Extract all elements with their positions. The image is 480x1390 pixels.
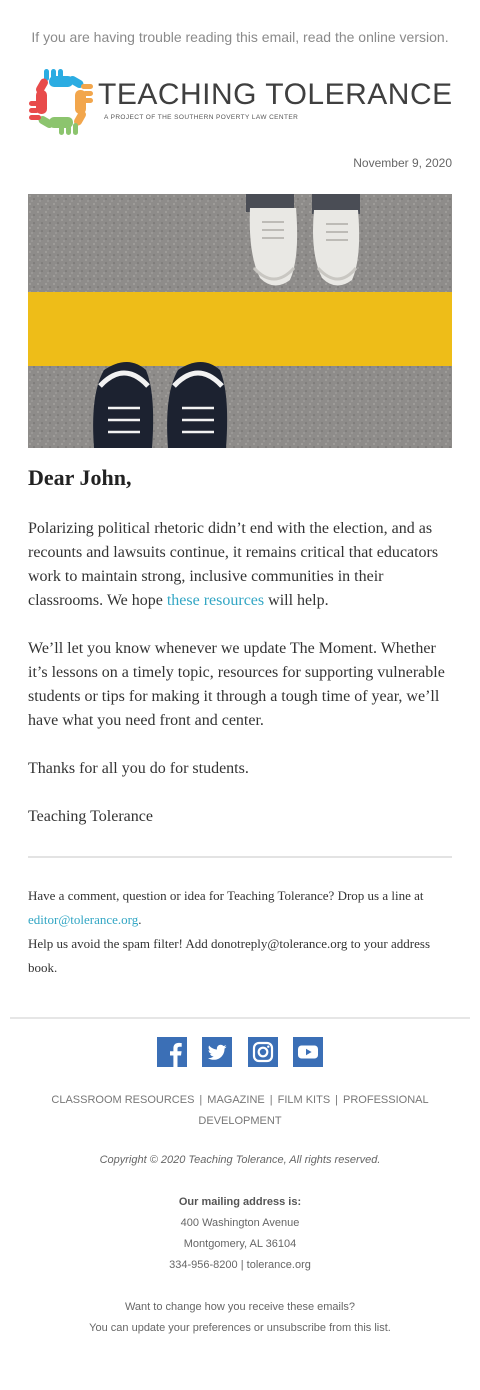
social-links [157,1037,323,1068]
twitter-icon[interactable] [202,1037,232,1067]
paragraph-intro [28,517,452,613]
address-city: Montgomery, AL 36104 [183,1238,297,1250]
film-kits-link[interactable]: FILM KITS [277,1094,331,1106]
contact-line [0,1255,480,1276]
instagram-icon[interactable] [248,1037,278,1067]
paragraph-thanks: Thanks for all you do for students. [28,760,249,777]
prefs-or: or [250,1322,267,1334]
footer-divider [10,1017,470,1019]
preheader-text: If you are having trouble reading this email, [31,29,304,45]
feedback-note [28,884,452,932]
paragraph-moment: We’ll let you know whenever we update The Moment. Whether it’s lessons on a timely topic, resources for supporting vulnerable students or tips for making it through a tough time of year, we’ll have what you need front and center. [28,640,445,729]
paragraph-intro-end: will help. [264,592,329,609]
mailing-address [0,1192,480,1276]
footer-separator: | [335,1094,339,1106]
facebook-icon[interactable] [157,1037,187,1067]
prefs-period: . [387,1322,391,1334]
sneakers-on-line-image [28,194,452,448]
editor-email-link[interactable]: editor@tolerance.org [28,912,139,927]
classroom-resources-link[interactable]: CLASSROOM RESOURCES [51,1094,195,1106]
logo-subtitle: A PROJECT OF THE SOUTHERN POVERTY LAW CENTER [104,114,299,121]
unsubscribe-link[interactable]: unsubscribe from this list [266,1322,388,1334]
divider [28,856,452,858]
teaching-tolerance-logo[interactable] [28,68,453,136]
phone-number: 334-956-8200 [169,1259,238,1271]
preheader-period: . [444,29,449,45]
footer-separator: | [199,1094,203,1106]
prefs-line [0,1318,480,1339]
logo-title: TEACHING TOLERANCE [98,78,453,111]
copyright: Copyright © 2020 Teaching Tolerance, All rights reserved. [99,1154,381,1166]
hero-image[interactable] [28,194,452,448]
professional-development-link[interactable]: PROFESSIONAL DEVELOPMENT [198,1094,429,1127]
feedback-text: Have a comment, question or idea for Teaching Tolerance? Drop us a line at [28,888,424,903]
these-resources-link[interactable]: these resources [166,592,265,609]
footer-separator: | [269,1094,273,1106]
online-version-link[interactable]: read the online version [303,29,445,45]
update-preferences-link[interactable]: update your preferences [131,1322,251,1334]
youtube-icon[interactable] [293,1037,323,1067]
contact-divider: | [237,1259,247,1271]
mailing-label: Our mailing address is: [178,1196,302,1208]
prefs-text: You can [89,1322,132,1334]
preheader [0,29,480,45]
paragraph-intro-text: Polarizing political rhetoric didn’t end with the election, and as recounts and lawsuits continue, it remains critical that educators work to maintain strong, inclusive communities in their classrooms. We hope [28,520,439,609]
greeting: Dear John, [28,465,132,490]
spam-filter-note: Help us avoid the spam filter! Add donotreply@tolerance.org to your address book. [28,936,430,975]
email-preferences [0,1297,480,1339]
feedback-period: . [138,912,142,927]
magazine-link[interactable]: MAGAZINE [207,1094,265,1106]
prefs-question: Want to change how you receive these emails? [124,1301,356,1313]
signature: Teaching Tolerance [28,808,153,825]
hands-logo-icon [28,68,94,136]
website-link[interactable]: tolerance.org [246,1259,311,1271]
issue-date: November 9, 2020 [353,156,452,170]
address-street: 400 Washington Avenue [180,1217,300,1229]
footer-nav [40,1090,440,1132]
